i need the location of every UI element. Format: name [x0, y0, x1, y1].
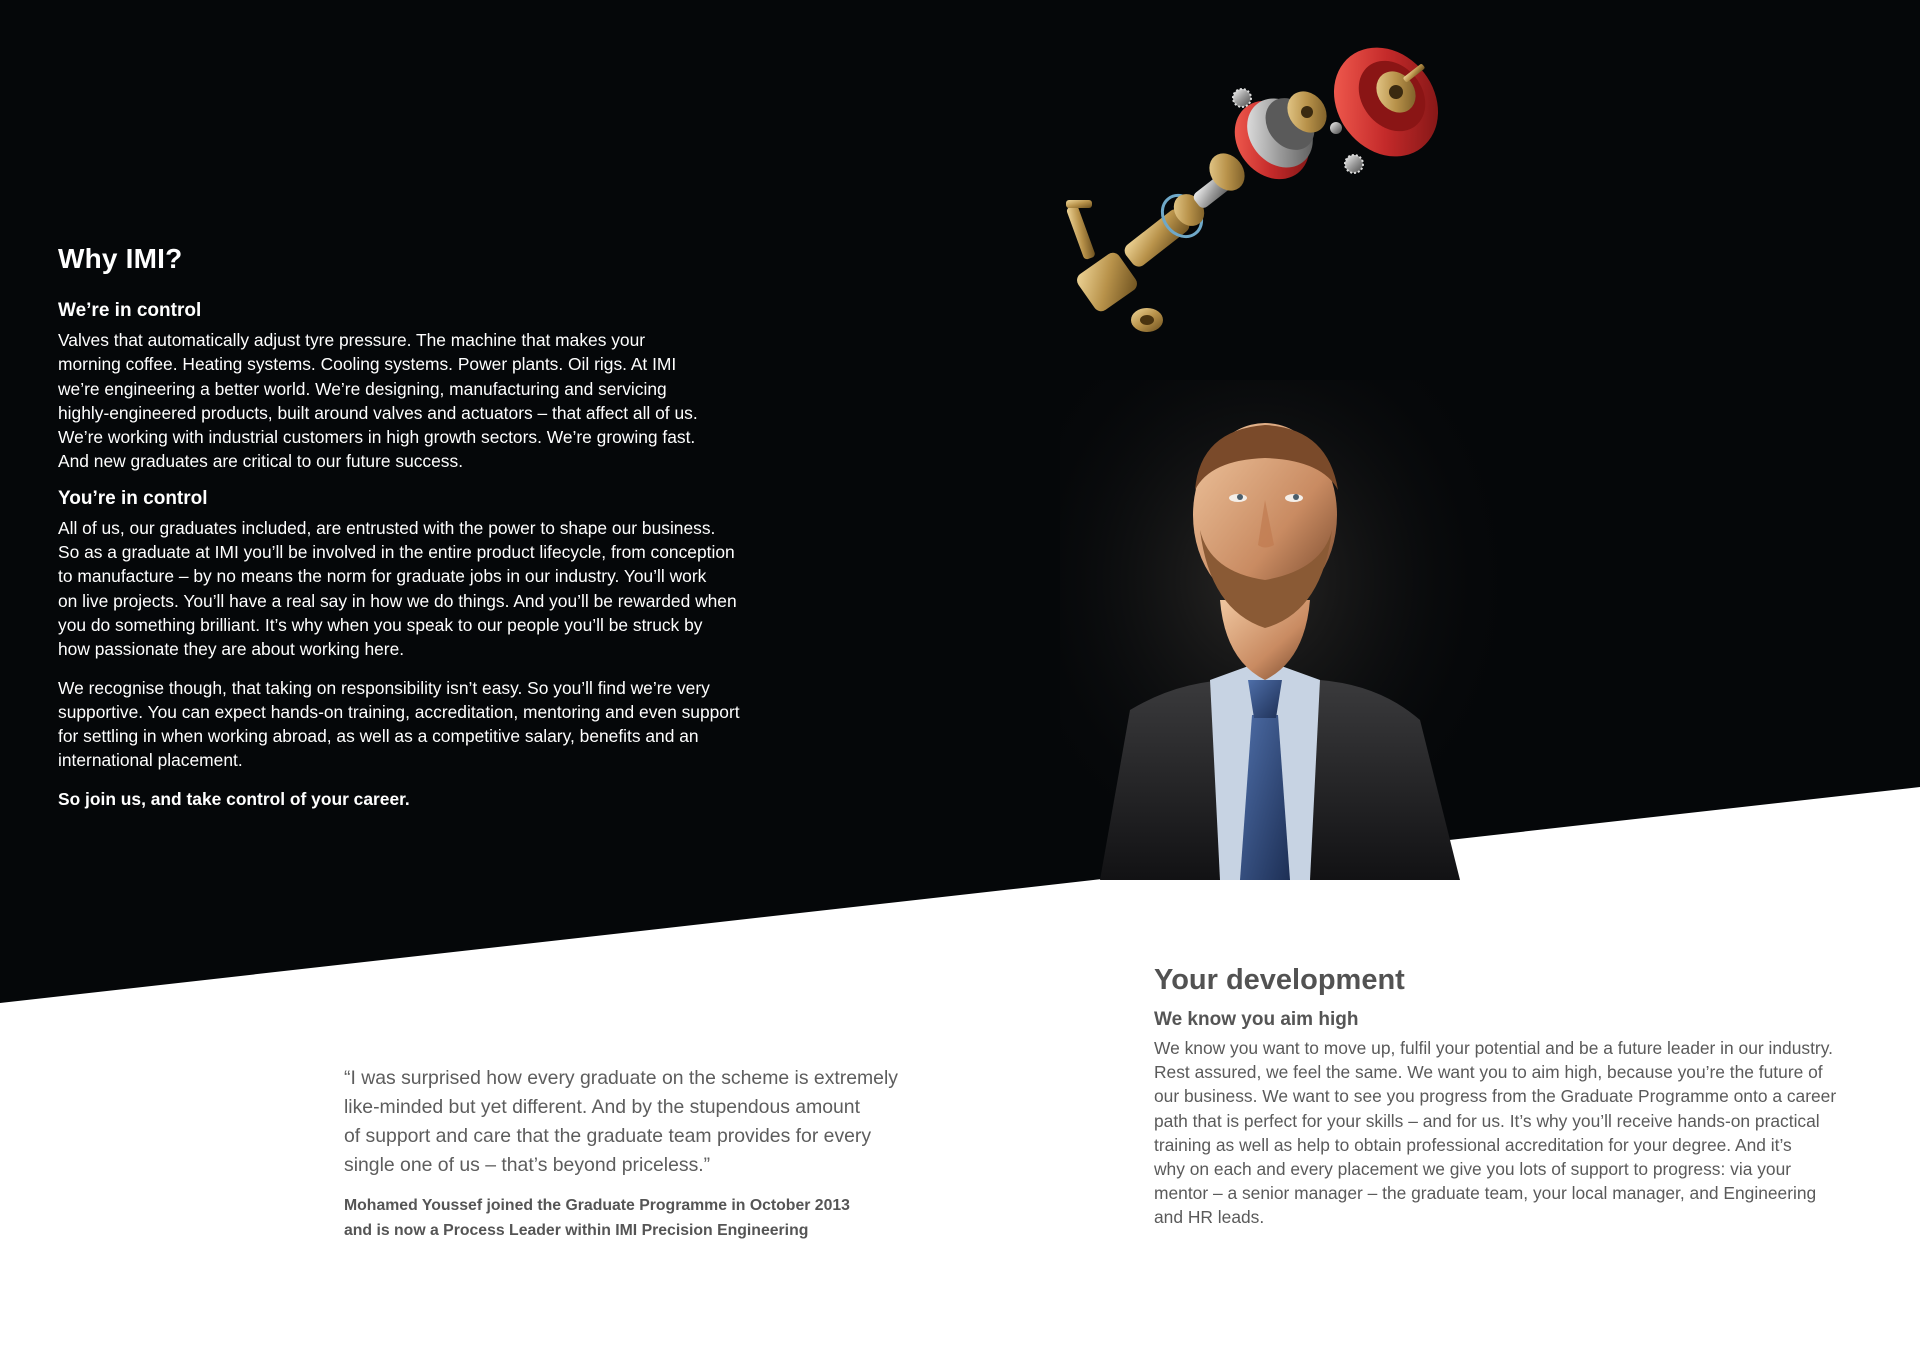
- closing-call-to-action: So join us, and take control of your career.: [58, 788, 410, 809]
- body-paragraph-1: [58, 328, 778, 474]
- quote-attribution: [344, 1194, 944, 1243]
- text-line: We recognise though, that taking on responsibility isn’t easy. So you’ll find we’re very: [58, 677, 710, 698]
- attribution-line: and is now a Process Leader within IMI Precision Engineering: [344, 1221, 809, 1239]
- text-line: why on each and every placement we give you lots of support to progress: via your: [1154, 1159, 1792, 1180]
- text-line: Valves that automatically adjust tyre pressure. The machine that makes your: [58, 330, 646, 350]
- attribution-line: Mohamed Youssef joined the Graduate Programme in October 2013: [344, 1197, 850, 1214]
- text-line: We know you want to move up, fulfil your potential and be a future leader in our industry.: [1154, 1038, 1833, 1058]
- text-line: highly-engineered products, built around valves and actuators – that affect all of us.: [58, 402, 698, 423]
- quote-line: “I was surprised how every graduate on the scheme is extremely: [344, 1067, 898, 1089]
- text-line: supportive. You can expect hands-on training, accreditation, mentoring and even support: [58, 701, 740, 722]
- body-paragraph-3: [58, 676, 778, 773]
- text-line: on live projects. You’ll have a real say in how we do things. And you’ll be rewarded when: [58, 590, 737, 611]
- text-line: for settling in when working abroad, as well as a competitive salary, benefits and an: [58, 726, 699, 747]
- development-heading: We know you aim high: [1154, 1009, 1359, 1030]
- section-heading-youre-in-control: You’re in control: [58, 487, 208, 509]
- text-line: So as a graduate at IMI you’ll be involved in the entire product lifecycle, from conception: [58, 542, 735, 563]
- text-line: to manufacture – by no means the norm for graduate jobs in our industry. You’ll work: [58, 566, 707, 587]
- section-heading-were-in-control: We’re in control: [58, 300, 202, 321]
- graduate-quote: [344, 1064, 944, 1243]
- text-line: and HR leads.: [1154, 1207, 1265, 1228]
- text-line: international placement.: [58, 750, 243, 771]
- development-title: Your development: [1154, 964, 1405, 996]
- quote-line: like-minded but yet different. And by the stupendous amount: [344, 1096, 860, 1118]
- text-line: you do something brilliant. It’s why when you speak to our people you’ll be struck by: [58, 614, 703, 635]
- exploded-valve-illustration: [1052, 30, 1452, 360]
- quote-line: single one of us – that’s beyond priceless.”: [344, 1154, 711, 1176]
- quote-line: of support and care that the graduate team provides for every: [344, 1125, 872, 1147]
- text-line: training as well as help to obtain professional accreditation for your degree. And it’s: [1154, 1134, 1792, 1155]
- text-line: Rest assured, we feel the same. We want you to aim high, because you’re the future of: [1154, 1062, 1823, 1083]
- text-line: our business. We want to see you progress from the Graduate Programme onto a career: [1154, 1086, 1837, 1107]
- text-line: morning coffee. Heating systems. Cooling systems. Power plants. Oil rigs. At IMI: [58, 354, 677, 375]
- text-line: we’re engineering a better world. We’re designing, manufacturing and servicing: [58, 378, 667, 399]
- text-line: mentor – a senior manager – the graduate team, your local manager, and Engineering: [1154, 1183, 1817, 1204]
- quote-text: [344, 1064, 944, 1180]
- graduate-looking-up-photo: [1060, 380, 1500, 880]
- valve-body: [1066, 30, 1452, 332]
- text-line: All of us, our graduates included, are entrusted with the power to shape our business.: [58, 517, 716, 538]
- body-paragraph-2: [58, 516, 778, 662]
- why-imi-title: Why IMI?: [58, 243, 183, 274]
- why-imi-section: [58, 243, 778, 811]
- text-line: And new graduates are critical to our future success.: [58, 451, 464, 472]
- your-development-section: [1154, 964, 1874, 1230]
- development-paragraph: [1154, 1036, 1874, 1230]
- text-line: We’re working with industrial customers in high growth sectors. We’re growing fast.: [58, 427, 696, 448]
- text-line: how passionate they are about working here.: [58, 639, 405, 660]
- text-line: path that is perfect for your skills – and for us. It’s why you’ll receive hands-on practical: [1154, 1110, 1820, 1131]
